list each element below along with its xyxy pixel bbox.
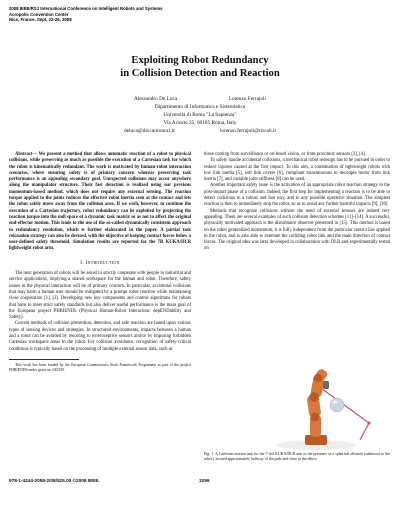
funding-footnote: This work has been funded by the European Commission's Sixth Framework Programme as part of the project PHRIENDS under grant no. 045359.: [9, 362, 191, 372]
author-block: [120, 95, 280, 135]
author-address: Via Ariosto 25, 00185 Roma, Italy: [163, 120, 237, 126]
right-paragraph-3: Methods that recognize collisions without the need of external sensors are indeed very appealing. There are several examples of such collision detection schemes [11]–[14]. A successful, physically motivated approach is the disturbance observer presented in [15]. This method is based on the robot generalized momentum, it is fully independent from the particular control law applied to the robot, and is also able to estimate the colliding robot link and the main direction of contact forces. The original idea was later developed in collaboration with DLR and experimentally tested on: [204, 208, 390, 252]
author-email-2: lorenzo.ferrajoli@tiscali.it: [219, 128, 276, 134]
figure-caption: Fig. 1. A Cartesian motion task for the 7-dof KUKA/DLR arm in the presence of a spherical obstacle (unknown to the robot), located approximately halfway of the path and close to the elbow: [204, 452, 390, 461]
robot-figure: [204, 357, 390, 452]
robot-joint-2: [309, 392, 319, 402]
path-waypoint: [367, 421, 370, 424]
left-column: [9, 152, 191, 373]
right-column: [204, 152, 390, 253]
robot-arm-illustration: [204, 357, 390, 452]
paper-title: [60, 54, 340, 80]
conference-header: [9, 6, 249, 23]
right-paragraph-0: those coming from surveillance or on-board vision, or from proximity sensors [3], [4].: [204, 152, 366, 157]
author-email-1: deluca@dis.uniroma1.it: [124, 128, 175, 134]
robot-joint-1: [311, 413, 320, 422]
author-department: Dipartimento di Informatica e Sistemistica: [154, 104, 246, 110]
conference-line-1: 2008 IEEE/RSJ International Conference on Intelligent Robots and Systems: [9, 6, 163, 11]
robot-end-effector: [323, 381, 329, 389]
title-line-2: in Collision Detection and Reaction: [120, 68, 280, 79]
author-name-1: Alessandro De Luca: [134, 96, 178, 102]
intro-paragraph-1: The next generation of robots will be asked to strictly cooperate with people in industrial and service applications, implying a shared workspace for the human and robot. Therefore, safety issues in the physical interaction will be of primary concern. In particular, accidental collisions that may harm a human user should be mitigated by a prompt robot reaction while maintaining close cooperation [1], [2]. Developing new key components and control algorithms for robots that have to meet strict safety standards but also deliver useful performance is the main goal of the European project PHRIENDS (Physical Human-Robot Interaction: depENDability and Safety).: [9, 271, 191, 321]
conference-line-3: Nice, France, Sept, 22-26, 2008: [9, 17, 72, 23]
right-paragraph-1: To safely handle accidental collisions, a mechanical robot redesign has to be pursued in order to reduce injuries caused at the first impact. To this aim, a combination of lightweight robots with low link inertia [5], soft link covers [6], compliant transmissions to decouple motor from link inertia [7], and variable joint stiffness [8] can be used.: [204, 158, 390, 183]
section-heading-introduction: I. Introduction: [80, 259, 120, 266]
intro-paragraph-2: Current methods of collision prevention, detection, and safe reaction are based upon various types of sensing devices and strategies. In structured environments, impacts between a human and a robot can be avoided by resorting to exteroceptive sensors and/or by imposing forbidden Cartesian workspace areas to the robot. For collision avoidance, recognition of safety-critical conditions is typically based on the processing of multiple external sensor data, such as: [9, 321, 191, 352]
author-university: Università di Roma "La Sapienza": [163, 112, 237, 118]
cartesian-path: [314, 383, 369, 440]
author-name-2: Lorenzo Ferrajoli: [228, 96, 266, 102]
isbn-line: 978-1-4244-2058-2/08/$25.00 ©2008 IEEE.: [9, 478, 100, 483]
conference-line-2: Acropolis Convention Center: [9, 11, 69, 17]
right-paragraph-2: Another important safety issue is the activation of an appropriate robot reaction strategy in the post-impact phase of a collision. Indeed, the first step for implementing a reaction is to be able to detect collisions in a robust and fast way, and in any possible operative situation. The simplest reaction is then to immediately stop the robot, so as to avoid any further harmful impacts [9], [10].: [204, 183, 390, 208]
obstacle-highlight: [333, 400, 338, 403]
page-number: 3299: [199, 478, 210, 483]
abstract: Abstract— We present a method that allows automatic reaction of a robot to physical collisions, while preserving as much as possible the execution of a Cartesian task for which the robot is kinematically redundant. The work is motivated by human-robot interaction scenarios, where ensuring safety is of primary concern whereas preserving task performance is an appealing secondary goal. Unexpected collisions may occur anywhere along the manipulator structure. Their fast detection is realized using our previous momentum-based method, which does not require any external sensing. The reaction torque applied to the joints reduces the effective robot inertia seen at the contact and lets the robot safely move away from the collision area. If we wish, however, to continue the execution of a Cartesian trajectory, robot redundancy can be exploited by projecting the reaction torque into the null space of a dynamic task matrix so as not to affect the original end-effector motion. This leads to the use of the so-called dynamically consistent approach to redundancy resolution, which is further elaborated in the paper. A partial task relaxation strategy can also be devised, with the objective of keeping contact forces below a user-defined safety threshold. Simulation results are reported for the 7R KUKA/DLR lightweight robot arm.: [9, 152, 191, 252]
title-line-1: Exploiting Robot Redundancy: [131, 55, 269, 66]
robot-joint-3: [314, 374, 322, 382]
spherical-obstacle: [330, 398, 344, 412]
footnote-divider: [9, 359, 79, 360]
